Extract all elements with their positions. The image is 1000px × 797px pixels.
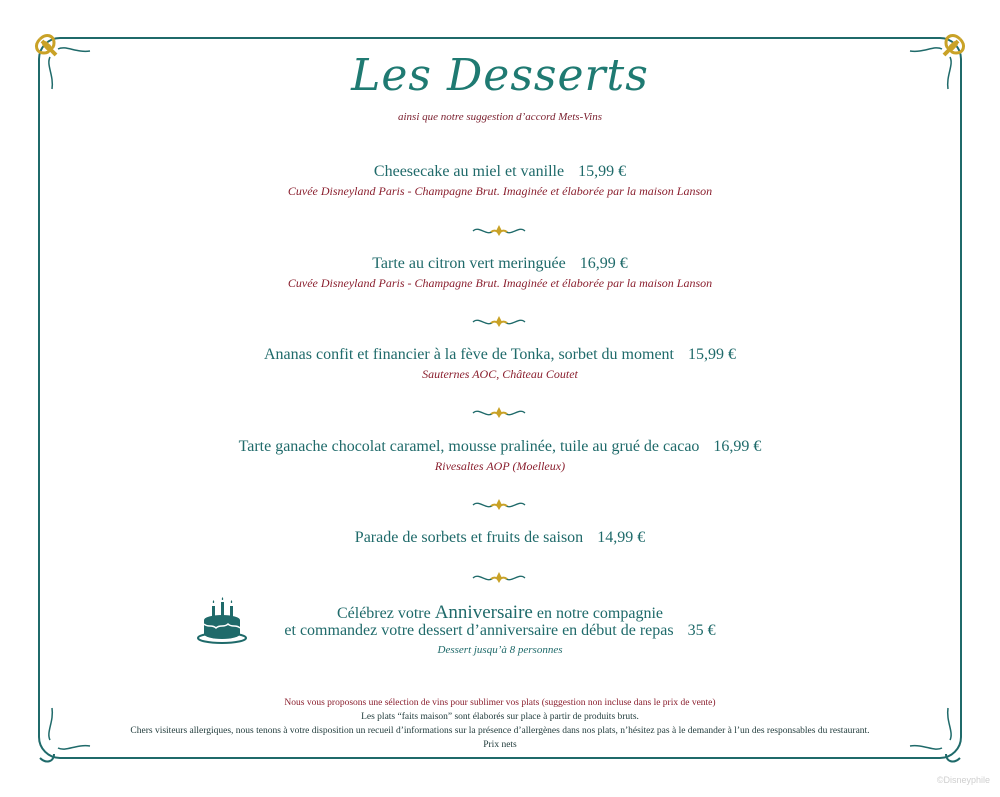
scroll-ornament-icon	[469, 570, 529, 586]
birthday-line-2	[0, 622, 1000, 640]
dessert-item	[0, 529, 1000, 547]
birthday-text: et commandez votre dessert d’anniversaire en début de repas	[284, 622, 674, 639]
birthday-emphasis: Anniversaire	[434, 602, 533, 623]
dessert-name: Ananas confit et financier à la fève de Tonka, sorbet du moment	[264, 346, 674, 363]
wine-pairing: Cuvée Disneyland Paris - Champagne Brut. Imaginée et élaborée par la maison Lanson	[287, 276, 713, 290]
dessert-name: Cheesecake au miel et vanille	[373, 163, 565, 180]
birthday-text: Célébrez votre	[336, 605, 435, 622]
footer-allergy-note: Chers visiteurs allergiques, nous tenons à votre disposition un recueil d’informations sur la présence d’allergènes dans nos plats, n’hésitez pas à le demander à l’un des responsables du restaurant.	[130, 726, 870, 736]
dessert-item	[0, 438, 1000, 456]
wine-pairing: Cuvée Disneyland Paris - Champagne Brut. Imaginée et élaborée par la maison Lanson	[287, 184, 713, 198]
scroll-ornament-icon	[469, 405, 529, 421]
scroll-ornament-icon	[469, 314, 529, 330]
dessert-price: 14,99 €	[597, 529, 646, 546]
dessert-name: Tarte au citron vert meringuée	[372, 255, 566, 272]
wine-pairing: Rivesaltes AOP (Moelleux)	[434, 459, 566, 473]
dessert-item	[0, 163, 1000, 181]
dessert-name: Parade de sorbets et fruits de saison	[354, 529, 584, 546]
birthday-text: en notre compagnie	[532, 605, 664, 622]
scroll-ornament-icon	[469, 223, 529, 239]
birthday-line-1	[0, 602, 1000, 624]
birthday-price: 35 €	[687, 622, 716, 639]
watermark: ©Disneyphile	[936, 775, 990, 785]
page-subtitle: ainsi que notre suggestion d’accord Mets-Vins	[398, 111, 602, 123]
dessert-price: 15,99 €	[578, 163, 627, 180]
page-title: Les Desserts	[351, 50, 649, 101]
scroll-ornament-icon	[469, 497, 529, 513]
dessert-item	[0, 346, 1000, 364]
birthday-note: Dessert jusqu’à 8 personnes	[437, 644, 563, 656]
footer-wine-note: Nous vous proposons une sélection de vins pour sublimer vos plats (suggestion non incluse dans le prix de vente)	[284, 698, 716, 708]
dessert-item	[0, 255, 1000, 273]
dessert-price: 16,99 €	[579, 255, 628, 272]
dessert-price: 16,99 €	[713, 438, 762, 455]
dessert-name: Tarte ganache chocolat caramel, mousse pralinée, tuile au grué de cacao	[238, 438, 700, 455]
dessert-price: 15,99 €	[688, 346, 736, 363]
footer-homemade-note: Les plats “faits maison” sont élaborés sur place à partir de produits bruts.	[361, 712, 639, 722]
wine-pairing: Sauternes AOC, Château Coutet	[422, 367, 578, 381]
footer-net-prices: Prix nets	[483, 740, 517, 750]
